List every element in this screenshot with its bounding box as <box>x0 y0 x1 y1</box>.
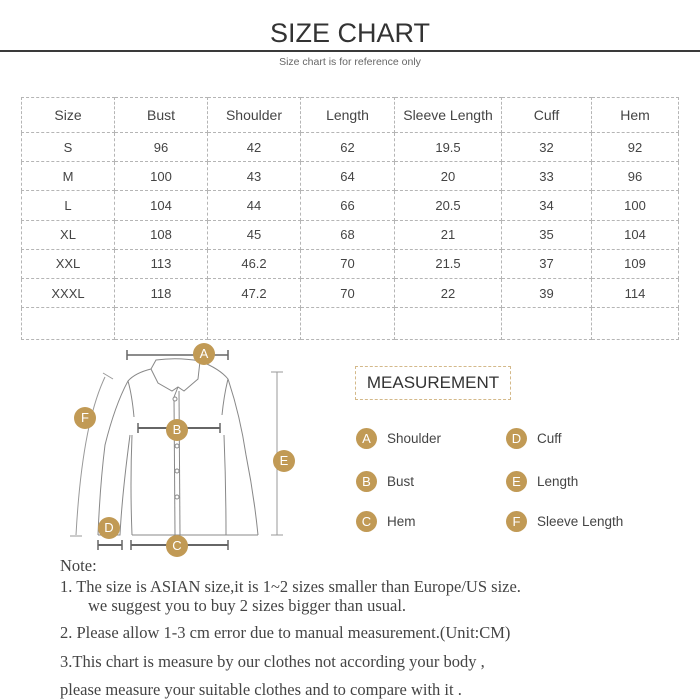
badge-a-icon: A <box>193 343 215 365</box>
cell: 47.2 <box>208 278 301 307</box>
note-line: 2. Please allow 1-3 cm error due to manual measurement.(Unit:CM) <box>60 623 511 642</box>
cell: 45 <box>208 220 301 249</box>
column-header: Shoulder <box>208 98 301 133</box>
cell: 39 <box>502 278 592 307</box>
legend-item-hem <box>356 511 416 532</box>
page-title: SIZE CHART <box>269 18 431 48</box>
note-line: 1. The size is ASIAN size,it is 1~2 sizes smaller than Europe/US size. <box>60 577 521 596</box>
badge-c-icon: C <box>356 511 377 532</box>
badge-d-icon: D <box>98 517 120 539</box>
cell: 44 <box>208 191 301 220</box>
shirt-diagram <box>60 335 310 560</box>
cell: 66 <box>301 191 395 220</box>
column-header: Length <box>301 98 395 133</box>
page-subtitle: Size chart is for reference only <box>279 56 421 68</box>
badge-d-icon: D <box>506 428 527 449</box>
cell: XL <box>22 220 115 249</box>
cell: 113 <box>115 249 208 278</box>
cell: 32 <box>502 133 592 162</box>
cell: 92 <box>592 133 679 162</box>
legend-item-length <box>506 471 578 492</box>
column-header: Sleeve Length <box>395 98 502 133</box>
cell: 104 <box>592 220 679 249</box>
cell: XXXL <box>22 278 115 307</box>
note-line: please measure your suitable clothes and to compare with it . <box>60 680 462 699</box>
column-header: Hem <box>592 98 679 133</box>
cell: 46.2 <box>208 249 301 278</box>
cell: M <box>22 162 115 191</box>
table-row <box>22 133 679 162</box>
cell: 96 <box>592 162 679 191</box>
table-row <box>22 249 679 278</box>
cell: 100 <box>592 191 679 220</box>
cell: 108 <box>115 220 208 249</box>
badge-f-icon: F <box>506 511 527 532</box>
notes-heading: Note: <box>60 556 97 575</box>
table-row <box>22 162 679 191</box>
cell: 109 <box>592 249 679 278</box>
badge-e-icon: E <box>273 450 295 472</box>
cell: 22 <box>395 278 502 307</box>
legend-item-sleeve-length <box>506 511 623 532</box>
size-table <box>21 97 679 340</box>
column-header: Bust <box>115 98 208 133</box>
cell: 100 <box>115 162 208 191</box>
legend-label: Shoulder <box>387 431 442 446</box>
legend-label: Sleeve Length <box>537 514 624 529</box>
cell: 68 <box>301 220 395 249</box>
cell: 64 <box>301 162 395 191</box>
cell: 43 <box>208 162 301 191</box>
cell: 20.5 <box>395 191 502 220</box>
legend-item-shoulder <box>356 428 441 449</box>
legend-item-cuff <box>506 428 562 449</box>
cell: 21 <box>395 220 502 249</box>
cell: 20 <box>395 162 502 191</box>
cell: S <box>22 133 115 162</box>
badge-e-icon: E <box>506 471 527 492</box>
cell: 21.5 <box>395 249 502 278</box>
cell: XXL <box>22 249 115 278</box>
cell: 96 <box>115 133 208 162</box>
badge-a-icon: A <box>356 428 377 449</box>
title-divider <box>0 50 700 52</box>
column-header: Size <box>22 98 115 133</box>
cell: 104 <box>115 191 208 220</box>
measurement-title: MEASUREMENT <box>355 366 511 400</box>
badge-c-icon: C <box>166 535 188 557</box>
cell <box>502 308 592 340</box>
badge-f-icon: F <box>74 407 96 429</box>
cell <box>301 308 395 340</box>
table-header-row <box>22 98 679 133</box>
legend-label: Length <box>537 474 579 489</box>
cell: 62 <box>301 133 395 162</box>
cell: 70 <box>301 278 395 307</box>
column-header: Cuff <box>502 98 592 133</box>
badge-b-icon: B <box>166 419 188 441</box>
cell: 19.5 <box>395 133 502 162</box>
legend-label: Cuff <box>537 431 562 446</box>
cell: 42 <box>208 133 301 162</box>
cell: 114 <box>592 278 679 307</box>
cell: 33 <box>502 162 592 191</box>
cell <box>395 308 502 340</box>
legend-item-bust <box>356 471 414 492</box>
note-line: we suggest you to buy 2 sizes bigger than usual. <box>88 596 407 615</box>
table-row <box>22 278 679 307</box>
table-row <box>22 191 679 220</box>
note-line: 3.This chart is measure by our clothes not according your body , <box>60 652 485 671</box>
badge-b-icon: B <box>356 471 377 492</box>
table-row <box>22 220 679 249</box>
cell <box>592 308 679 340</box>
cell: 34 <box>502 191 592 220</box>
cell: 118 <box>115 278 208 307</box>
cell: L <box>22 191 115 220</box>
cell: 37 <box>502 249 592 278</box>
legend-label: Bust <box>387 474 415 489</box>
legend-label: Hem <box>387 514 416 529</box>
cell: 35 <box>502 220 592 249</box>
cell: 70 <box>301 249 395 278</box>
